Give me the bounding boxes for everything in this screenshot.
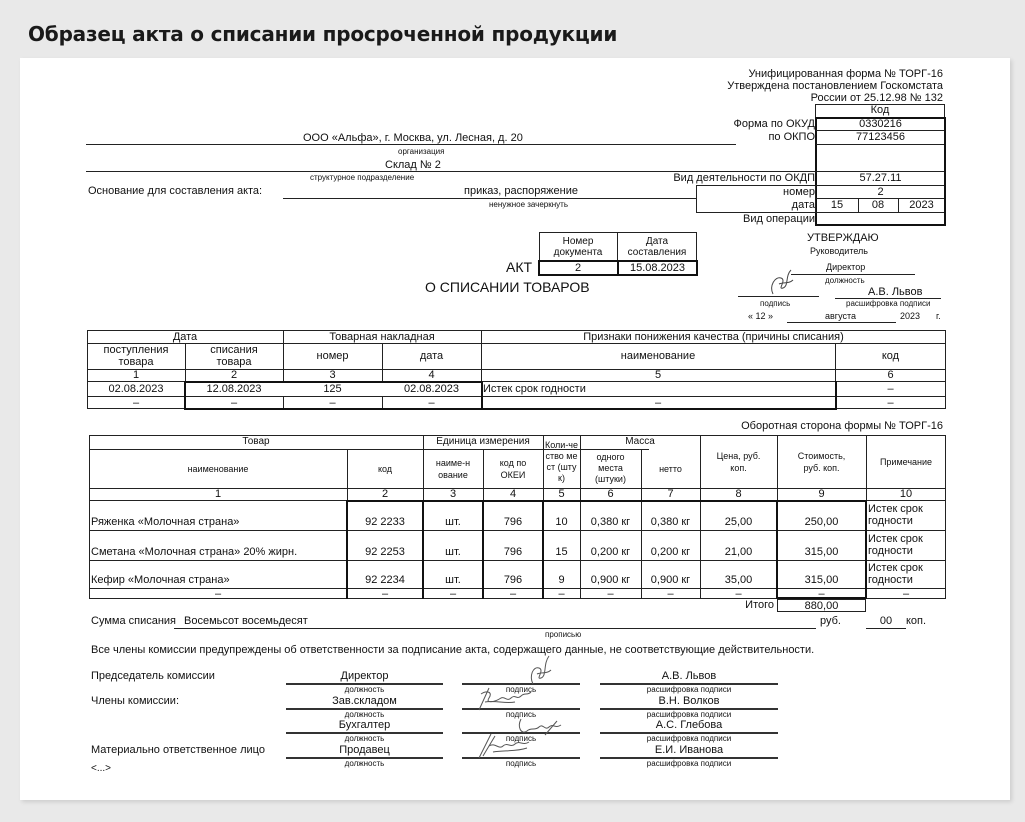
- t2-cell: 9: [558, 574, 565, 586]
- position-caption: должность: [344, 685, 385, 694]
- t2-cell: Кефир «Молочная страна»: [91, 574, 230, 586]
- date-day: 15: [830, 199, 844, 211]
- t2-cell: –: [381, 587, 389, 600]
- organization-value: ООО «Альфа», г. Москва, ул. Лесная, д. 20: [303, 132, 523, 144]
- t2-col-header: код по ОКЕИ: [499, 457, 527, 480]
- t2-col-header: Стоимость, руб. коп.: [797, 450, 846, 473]
- okdp-label: Вид деятельности по ОКДП: [673, 172, 815, 184]
- form-line-3: России от 25.12.98 № 132: [810, 92, 943, 104]
- t2-col-number: 4: [509, 488, 517, 500]
- total-label: Итого: [745, 599, 774, 611]
- date-label: дата: [791, 199, 815, 211]
- t2-cell: 10: [555, 516, 568, 528]
- t1-cell: –: [887, 396, 894, 409]
- t2-cell: –: [818, 587, 825, 600]
- t1-col-header: дата: [419, 350, 444, 362]
- t2-col-header: код: [377, 463, 393, 474]
- chair-label: Председатель комиссии: [91, 670, 215, 682]
- t1-cell: 125: [323, 382, 342, 395]
- document-sheet: [20, 58, 1010, 800]
- basis-value: приказ, распоряжение: [464, 185, 578, 197]
- t2-cell: 0,380 кг: [650, 516, 691, 528]
- t1-group-date: Дата: [172, 330, 198, 343]
- okpo-value: 77123456: [856, 131, 905, 143]
- t2-cell: 0,900 кг: [650, 574, 691, 586]
- t2-col-number: 2: [381, 488, 389, 500]
- t2-cell: –: [449, 587, 457, 600]
- signature-icon: [475, 684, 535, 714]
- t2-cell: Истек срок годности: [868, 503, 923, 527]
- t1-cell: 02.08.2023: [108, 382, 164, 395]
- t2-col-number: 9: [818, 488, 825, 500]
- doc-date: 15.08.2023: [629, 262, 686, 274]
- name-caption: расшифровка подписи: [646, 734, 732, 743]
- t1-cell: –: [654, 396, 662, 409]
- t2-col-header: наиме-нование: [435, 457, 471, 480]
- act-subtitle: О СПИСАНИИ ТОВАРОВ: [425, 279, 590, 295]
- approval-role: Руководитель: [810, 246, 868, 256]
- basis-label: Основание для составления акта:: [88, 185, 263, 197]
- t1-col-number: 6: [887, 369, 894, 381]
- reverse-side-label: Оборотная сторона формы № ТОРГ-16: [741, 420, 943, 432]
- signer-name: В.Н. Волков: [658, 695, 720, 707]
- t2-group-mass: Масса: [625, 436, 655, 447]
- signature-caption: подпись: [505, 734, 537, 743]
- t1-cell: –: [132, 396, 140, 409]
- t2-cell: шт.: [445, 546, 461, 558]
- t1-cell: 02.08.2023: [403, 382, 460, 395]
- approval-name: А.В. Львов: [868, 286, 923, 298]
- t1-col-header: наименование: [620, 350, 696, 362]
- t2-col-header: Примечание: [879, 456, 933, 467]
- t2-cell: Ряженка «Молочная страна»: [91, 516, 240, 528]
- t2-cell: шт.: [445, 574, 461, 586]
- t2-cell: –: [735, 587, 742, 600]
- approval-position-caption: должность: [825, 276, 865, 285]
- t1-cell: –: [329, 396, 336, 409]
- signature-caption: подпись: [505, 710, 537, 719]
- form-line-1: Унифицированная форма № ТОРГ-16: [748, 68, 943, 80]
- t2-col-number: 3: [449, 488, 457, 500]
- t2-cell: 15: [555, 546, 568, 558]
- t2-col-header: нетто: [659, 463, 682, 474]
- t1-col-header: списания товара: [210, 344, 258, 368]
- t1-col-header: поступления товара: [103, 344, 169, 368]
- t1-col-number: 2: [230, 369, 238, 381]
- approval-name-caption: расшифровка подписи: [846, 299, 931, 308]
- position-caption: должность: [344, 759, 385, 768]
- number-value: 2: [877, 186, 884, 198]
- t2-cell: –: [607, 587, 614, 600]
- position-caption: должность: [344, 734, 385, 743]
- signer-position: Директор: [340, 670, 389, 682]
- t1-cell: –: [230, 396, 238, 409]
- t2-cell: –: [558, 587, 565, 600]
- t2-cell: 0,200 кг: [590, 546, 631, 558]
- t2-col-number: 5: [558, 488, 565, 500]
- okpo-label: по ОКПО: [768, 131, 815, 143]
- signature-caption: подпись: [505, 759, 537, 768]
- liability-warning: Все члены комиссии предупреждены об ответственности за подписание акта, содержащего данные, не соответствующие действительности.: [91, 644, 815, 656]
- act-title: АКТ: [506, 259, 533, 275]
- t2-col-header: наименование: [187, 463, 249, 474]
- t1-col-header: номер: [316, 350, 349, 362]
- okud-label: Форма по ОКУД: [733, 118, 815, 130]
- position-caption: должность: [344, 710, 385, 719]
- sum-label: Сумма списания: [91, 615, 177, 627]
- t2-cell: Истек срок годности: [868, 533, 923, 557]
- responsible-label: Материально ответственное лицо: [91, 744, 265, 756]
- approval-year: 2023: [900, 311, 921, 321]
- basis-caption: ненужное зачеркнуть: [488, 200, 568, 209]
- operation-label: Вид операции: [743, 213, 815, 225]
- signer-name: Е.И. Иванова: [654, 744, 724, 756]
- t1-col-number: 1: [132, 369, 140, 381]
- name-caption: расшифровка подписи: [646, 685, 732, 694]
- approval-signature-icon: [765, 266, 801, 298]
- t2-col-header: Коли-чество мест (штук): [544, 440, 579, 483]
- division-caption: структурное подразделение: [310, 173, 415, 182]
- total-value: 880,00: [804, 599, 839, 612]
- t2-cell: 25,00: [724, 516, 753, 528]
- sum-value: Восемьсот восемьдесят: [184, 615, 308, 627]
- name-caption: расшифровка подписи: [646, 710, 732, 719]
- ellipsis: <...>: [91, 763, 112, 774]
- sum-kop-label: коп.: [906, 615, 927, 627]
- date-month: 08: [871, 199, 885, 211]
- t2-col-number: 6: [607, 488, 614, 500]
- t2-cell: 35,00: [724, 574, 753, 586]
- organization-caption: организация: [398, 147, 445, 156]
- t2-cell: 92 2234: [365, 574, 405, 586]
- okdp-value: 57.27.11: [859, 172, 902, 184]
- signer-name: А.С. Глебова: [655, 719, 723, 731]
- t2-cell: 0,900 кг: [590, 574, 631, 586]
- signer-position: Бухгалтер: [338, 719, 391, 731]
- form-line-2: Утверждена постановлением Госкомстата: [727, 80, 943, 92]
- t2-cell: 21,00: [724, 546, 753, 558]
- doc-date-header: Дата составления: [627, 235, 687, 258]
- t2-cell: Истек срок годности: [868, 562, 923, 586]
- t2-cell: 250,00: [804, 516, 839, 528]
- t2-group-unit: Единица измерения: [436, 436, 530, 447]
- t1-cell: –: [428, 396, 435, 409]
- t2-cell: 0,200 кг: [650, 546, 691, 558]
- page-title: Образец акта о списании просроченной продукции: [28, 22, 618, 46]
- t1-group-invoice: Товарная накладная: [329, 330, 435, 343]
- t2-col-header: Цена, руб. коп.: [716, 450, 761, 473]
- t1-col-header: код: [881, 350, 900, 362]
- t2-group-goods: Товар: [242, 436, 270, 447]
- sum-caption: прописью: [545, 630, 582, 639]
- t2-col-number: 7: [667, 488, 674, 500]
- t2-cell: 796: [503, 574, 523, 586]
- members-label: Члены комиссии:: [91, 695, 180, 707]
- approval-day: « 12 »: [748, 311, 774, 321]
- t2-col-number: 10: [899, 488, 913, 500]
- t2-cell: 796: [503, 516, 523, 528]
- signer-position: Продавец: [339, 744, 390, 756]
- t2-col-header: одного места (штуки): [595, 452, 626, 484]
- t2-cell: шт.: [445, 516, 461, 528]
- t1-cell: –: [887, 382, 894, 395]
- t1-col-number: 4: [428, 369, 435, 381]
- t2-cell: –: [509, 587, 517, 600]
- approval-month: августа: [825, 311, 856, 321]
- t1-col-number: 5: [654, 369, 662, 381]
- t2-cell: 796: [503, 546, 523, 558]
- signer-position: Зав.складом: [332, 695, 397, 707]
- division-value: Склад № 2: [385, 159, 441, 171]
- t1-cell: 12.08.2023: [206, 382, 262, 395]
- t2-cell: –: [667, 587, 674, 600]
- t2-cell: 315,00: [804, 574, 839, 586]
- approval-year-suffix: г.: [936, 311, 941, 321]
- t2-cell: –: [214, 587, 222, 600]
- t1-cell: Истек срок годности: [483, 382, 586, 395]
- approval-signature-caption: подпись: [760, 299, 791, 308]
- doc-number-header: Номер документа: [553, 235, 603, 258]
- signature-caption: подпись: [505, 685, 537, 694]
- sum-kop-value: 00: [879, 615, 893, 627]
- name-caption: расшифровка подписи: [646, 759, 732, 768]
- signer-name: А.В. Львов: [661, 670, 717, 682]
- t1-col-number: 3: [329, 369, 336, 381]
- t2-cell: Сметана «Молочная страна» 20% жирн.: [91, 546, 298, 558]
- t2-cell: 92 2233: [365, 516, 405, 528]
- approval-position: Директор: [826, 262, 866, 272]
- t2-col-number: 1: [214, 488, 222, 500]
- code-header: Код: [870, 104, 890, 116]
- t2-cell: 92 2253: [365, 546, 405, 558]
- number-label: номер: [783, 186, 815, 198]
- t2-cell: –: [902, 587, 910, 600]
- sum-rub-label: руб.: [820, 615, 841, 627]
- approval-title: УТВЕРЖДАЮ: [807, 232, 879, 244]
- doc-number: 2: [574, 262, 582, 274]
- t2-cell: 315,00: [804, 546, 839, 558]
- t1-group-reasons: Признаки понижения качества (причины списания): [583, 330, 844, 343]
- signature-icon: [475, 730, 535, 760]
- okud-value: 0330216: [859, 118, 902, 130]
- t2-col-number: 8: [735, 488, 742, 500]
- signature-icon: [525, 654, 555, 688]
- t2-cell: 0,380 кг: [590, 516, 631, 528]
- date-year: 2023: [909, 199, 934, 211]
